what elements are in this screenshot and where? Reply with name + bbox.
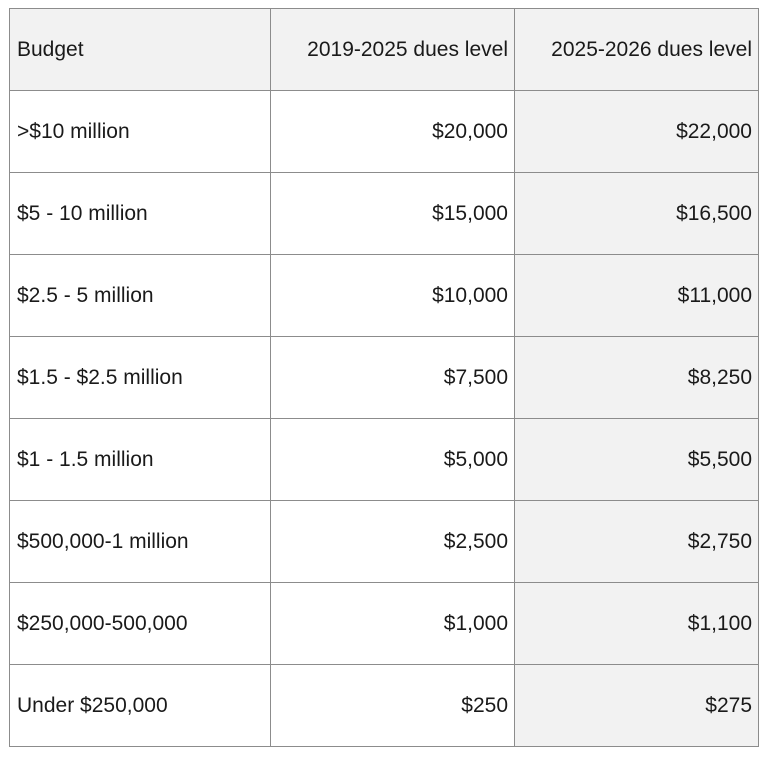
table-row [10, 255, 759, 337]
old-dues-cell: $15,000 [271, 173, 515, 255]
table-row [10, 337, 759, 419]
old-dues-cell: $10,000 [271, 255, 515, 337]
table-row [10, 91, 759, 173]
table-row [10, 665, 759, 747]
budget-cell: $1 - 1.5 million [10, 419, 271, 501]
table-row [10, 419, 759, 501]
table-row [10, 501, 759, 583]
budget-cell: $1.5 - $2.5 million [10, 337, 271, 419]
table-header [10, 9, 759, 91]
table-row [10, 583, 759, 665]
new-dues-cell: $275 [515, 665, 759, 747]
old-dues-cell: $20,000 [271, 91, 515, 173]
budget-cell: $2.5 - 5 million [10, 255, 271, 337]
table-body [10, 91, 759, 747]
header-2019-2025-dues: 2019-2025 dues level [271, 9, 515, 91]
new-dues-cell: $16,500 [515, 173, 759, 255]
old-dues-cell: $5,000 [271, 419, 515, 501]
header-row [10, 9, 759, 91]
budget-cell: Under $250,000 [10, 665, 271, 747]
old-dues-cell: $2,500 [271, 501, 515, 583]
new-dues-cell: $1,100 [515, 583, 759, 665]
new-dues-cell: $5,500 [515, 419, 759, 501]
table-row [10, 173, 759, 255]
budget-cell: >$10 million [10, 91, 271, 173]
new-dues-cell: $11,000 [515, 255, 759, 337]
header-budget: Budget [10, 9, 271, 91]
budget-cell: $5 - 10 million [10, 173, 271, 255]
old-dues-cell: $7,500 [271, 337, 515, 419]
old-dues-cell: $1,000 [271, 583, 515, 665]
dues-table [9, 8, 759, 747]
budget-cell: $250,000-500,000 [10, 583, 271, 665]
new-dues-cell: $2,750 [515, 501, 759, 583]
new-dues-cell: $8,250 [515, 337, 759, 419]
budget-cell: $500,000-1 million [10, 501, 271, 583]
header-2025-2026-dues: 2025-2026 dues level [515, 9, 759, 91]
old-dues-cell: $250 [271, 665, 515, 747]
new-dues-cell: $22,000 [515, 91, 759, 173]
